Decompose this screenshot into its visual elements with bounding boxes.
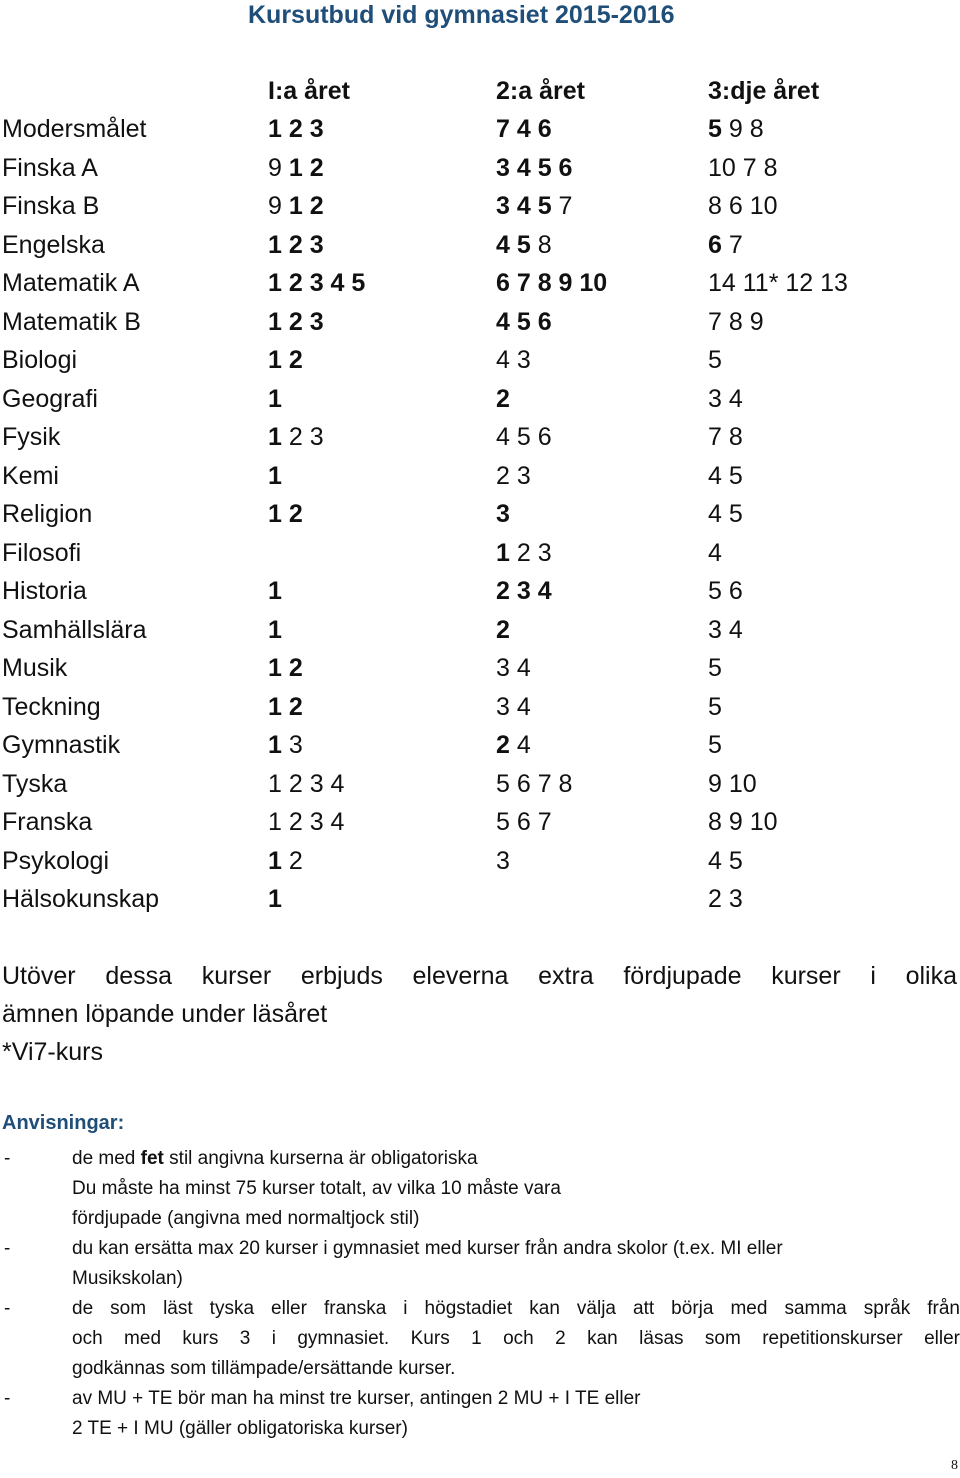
course-numbers-year2 [496, 575, 552, 607]
column-header-year2: 2:a året [496, 77, 585, 105]
dash-bullet: - [4, 1298, 11, 1319]
instruction-item [0, 1144, 960, 1234]
deepening-courses: 14 11* 12 13 [708, 269, 848, 297]
instruction-line: av MU + TE bör man ha minst tre kurser, antingen 2 MU + I TE eller [72, 1388, 641, 1409]
subject-name: Religion [2, 500, 93, 528]
instructions-heading: Anvisningar: [2, 1112, 125, 1134]
course-numbers-year3 [708, 883, 743, 915]
deepening-courses: 5 6 7 8 [496, 769, 573, 798]
instruction-line: du kan ersätta max 20 kurser i gymnasiet med kurser från andra skolor (t.ex. MI eller [72, 1238, 783, 1259]
course-numbers-year1 [268, 460, 282, 492]
deepening-courses: 1 2 3 4 [268, 808, 345, 836]
course-numbers-year1 [268, 806, 344, 838]
deepening-courses: 3 4 [708, 615, 743, 644]
course-numbers-year3 [708, 729, 722, 761]
dash-bullet: - [4, 1148, 11, 1169]
deepening-courses: 7 [551, 192, 573, 220]
course-numbers-year2 [496, 614, 510, 646]
course-numbers-year1 [268, 229, 324, 261]
course-numbers-year3 [708, 113, 764, 145]
mandatory-courses: 2 [496, 615, 510, 644]
deepening-courses: 1 2 3 4 [268, 769, 345, 798]
course-numbers-year2 [496, 267, 607, 299]
course-row [0, 691, 960, 730]
mandatory-courses: 1 2 [288, 192, 324, 220]
course-numbers-year1 [268, 729, 303, 761]
deepening-courses: 9 8 [721, 115, 764, 143]
deepening-courses: 4 [509, 731, 531, 759]
subject-name: Modersmålet [2, 115, 147, 143]
deepening-courses: 3 4 [708, 384, 743, 413]
mandatory-courses: 1 2 3 4 5 [268, 269, 366, 297]
note-line: Utöver dessa kurser erbjuds eleverna extra fördjupade kurser i olika [2, 962, 957, 990]
instruction-line: 2 TE + I MU (gäller obligatoriska kurser) [72, 1418, 408, 1439]
deepening-courses: 4 5 [708, 461, 743, 490]
deepening-courses: 7 [721, 230, 743, 259]
dash-bullet: - [4, 1388, 11, 1409]
page-title: Kursutbud vid gymnasiet 2015-2016 [248, 1, 675, 29]
course-row [0, 113, 960, 152]
instruction-line [72, 1144, 960, 1174]
course-numbers-year1 [268, 421, 324, 453]
course-numbers-year2 [496, 229, 552, 261]
course-row [0, 537, 960, 576]
course-row [0, 267, 960, 306]
mandatory-courses: 2 3 4 [496, 577, 552, 605]
course-row [0, 498, 960, 537]
subject-name: Geografi [2, 384, 98, 413]
mandatory-courses: 6 [708, 230, 722, 259]
instruction-bold-text: fet [140, 1148, 164, 1169]
note-line: ämnen löpande under läsåret [2, 1000, 328, 1028]
mandatory-courses: 3 4 5 [496, 192, 552, 220]
course-numbers-year3 [708, 421, 743, 453]
course-numbers-year2 [496, 537, 552, 569]
subject-name: Hälsokunskap [2, 885, 160, 913]
deepening-courses: 7 8 9 [708, 307, 764, 336]
course-numbers-year1 [268, 383, 282, 415]
instruction-line: godkännas som tillämpade/ersättande kurser. [72, 1358, 456, 1379]
mandatory-courses: 1 [268, 885, 282, 913]
subject-name: Gymnastik [2, 731, 121, 759]
subject-name: Samhällslära [2, 615, 147, 644]
deepening-courses: 5 [708, 654, 722, 682]
column-header-year3: 3:dje året [708, 77, 820, 105]
note-paragraph [2, 957, 957, 1071]
mandatory-courses: 1 [268, 846, 282, 875]
deepening-courses: 9 [268, 192, 289, 220]
course-numbers-year3 [708, 806, 778, 838]
course-numbers-year3 [708, 498, 743, 530]
course-numbers-year2 [496, 691, 531, 723]
mandatory-courses: 1 2 3 [268, 307, 324, 336]
course-row [0, 152, 960, 191]
course-numbers-year2 [496, 845, 510, 877]
mandatory-courses: 1 [268, 461, 282, 490]
deepening-courses: 5 [708, 692, 722, 721]
course-row [0, 729, 960, 768]
deepening-courses: 4 3 [496, 346, 531, 374]
course-numbers-year2 [496, 306, 552, 338]
course-numbers-year3 [708, 652, 722, 684]
mandatory-courses: 1 [268, 731, 282, 759]
course-row [0, 806, 960, 845]
course-row [0, 306, 960, 345]
course-numbers-year2 [496, 498, 510, 530]
column-header-year1: I:a året [268, 77, 350, 105]
deepening-courses: 2 [281, 846, 303, 875]
course-numbers-year3 [708, 768, 757, 800]
deepening-courses: 2 3 [708, 885, 743, 913]
course-row [0, 614, 960, 653]
course-numbers-year2 [496, 806, 552, 838]
course-numbers-year3 [708, 460, 743, 492]
mandatory-courses: 1 2 [268, 346, 303, 374]
deepening-courses: 4 [708, 538, 722, 567]
course-numbers-year3 [708, 845, 743, 877]
course-numbers-year1 [268, 691, 303, 723]
mandatory-courses: 4 5 [496, 230, 531, 259]
course-numbers-year1 [268, 652, 303, 684]
instruction-item [0, 1384, 960, 1444]
subject-name: Matematik A [2, 269, 140, 297]
dash-bullet: - [4, 1238, 11, 1259]
course-row [0, 575, 960, 614]
instructions-list [0, 1144, 960, 1444]
deepening-courses: 8 6 10 [708, 192, 778, 220]
deepening-courses: 5 6 7 [496, 808, 552, 836]
deepening-courses: 3 4 [496, 692, 531, 721]
mandatory-courses: 6 7 8 9 10 [496, 269, 608, 297]
course-numbers-year1 [268, 152, 324, 184]
course-row [0, 768, 960, 807]
deepening-courses: 3 [496, 846, 510, 875]
course-row [0, 190, 960, 229]
course-numbers-year2 [496, 652, 531, 684]
deepening-courses: 5 [708, 731, 722, 759]
instruction-line: fördjupade (angivna med normaltjock stil) [72, 1208, 420, 1229]
course-numbers-year2 [496, 190, 572, 222]
subject-name: Matematik B [2, 307, 141, 336]
subject-name: Filosofi [2, 538, 82, 567]
course-numbers-year3 [708, 267, 848, 299]
mandatory-courses: 1 2 3 [268, 115, 324, 143]
course-numbers-year3 [708, 614, 743, 646]
mandatory-courses: 3 4 5 6 [496, 153, 573, 182]
course-numbers-year3 [708, 575, 743, 607]
course-numbers-year3 [708, 229, 743, 261]
mandatory-courses: 5 [708, 115, 722, 143]
deepening-courses: 4 5 6 [496, 423, 552, 451]
mandatory-courses: 3 [496, 500, 510, 528]
course-numbers-year1 [268, 614, 282, 646]
mandatory-courses: 7 4 6 [496, 115, 552, 143]
subject-name: Historia [2, 577, 87, 605]
course-numbers-year1 [268, 190, 324, 222]
course-table [0, 113, 960, 922]
mandatory-courses: 1 [268, 615, 282, 644]
mandatory-courses: 1 2 [268, 500, 303, 528]
course-numbers-year3 [708, 537, 722, 569]
course-numbers-year2 [496, 344, 531, 376]
deepening-courses: 5 6 [708, 577, 743, 605]
deepening-courses: 10 7 8 [708, 153, 778, 182]
instruction-line: Musikskolan) [72, 1268, 183, 1289]
mandatory-courses: 4 5 6 [496, 307, 552, 336]
course-row [0, 460, 960, 499]
course-numbers-year1 [268, 306, 324, 338]
course-numbers-year2 [496, 383, 510, 415]
mandatory-courses: 1 [268, 577, 282, 605]
course-numbers-year3 [708, 383, 743, 415]
mandatory-courses: 1 2 [268, 654, 303, 682]
course-numbers-year1 [268, 498, 303, 530]
course-numbers-year2 [496, 768, 572, 800]
subject-name: Engelska [2, 230, 105, 259]
mandatory-courses: 1 2 3 [268, 230, 324, 259]
mandatory-courses: 2 [496, 731, 510, 759]
deepening-courses: 3 4 [496, 654, 531, 682]
subject-name: Psykologi [2, 846, 109, 875]
subject-name: Finska A [2, 153, 98, 182]
deepening-courses: 9 10 [708, 769, 757, 798]
deepening-courses: 8 9 10 [708, 808, 778, 836]
instruction-line: Du måste ha minst 75 kurser totalt, av vilka 10 måste vara [72, 1178, 561, 1199]
course-numbers-year3 [708, 344, 722, 376]
course-numbers-year1 [268, 768, 344, 800]
deepening-courses: 2 3 [509, 538, 552, 567]
course-row [0, 652, 960, 691]
course-numbers-year3 [708, 152, 778, 184]
note-line: *Vi7-kurs [2, 1038, 103, 1066]
page-number: 8 [951, 1458, 958, 1473]
mandatory-courses: 1 [268, 384, 282, 413]
course-row [0, 421, 960, 460]
course-numbers-year2 [496, 113, 552, 145]
subject-name: Teckning [2, 692, 101, 721]
course-row [0, 845, 960, 884]
mandatory-courses: 1 [496, 538, 510, 567]
subject-name: Kemi [2, 461, 59, 490]
subject-name: Franska [2, 808, 93, 836]
course-numbers-year3 [708, 691, 722, 723]
course-numbers-year2 [496, 421, 552, 453]
course-numbers-year1 [268, 344, 303, 376]
course-numbers-year3 [708, 190, 778, 222]
mandatory-courses: 1 2 [288, 153, 324, 182]
course-numbers-year1 [268, 575, 282, 607]
course-numbers-year2 [496, 152, 572, 184]
deepening-courses: 5 [708, 346, 722, 374]
subject-name: Fysik [2, 423, 61, 451]
instruction-line: och med kurs 3 i gymnasiet. Kurs 1 och 2 kan läsas som repetitionskurser eller [72, 1328, 960, 1349]
course-row [0, 883, 960, 922]
course-row [0, 344, 960, 383]
deepening-courses: 4 5 [708, 846, 743, 875]
subject-name: Musik [2, 654, 68, 682]
course-numbers-year1 [268, 113, 324, 145]
deepening-courses: 7 8 [708, 423, 743, 451]
course-row [0, 383, 960, 422]
subject-name: Finska B [2, 192, 100, 220]
subject-name: Biologi [2, 346, 78, 374]
mandatory-courses: 1 [268, 423, 282, 451]
course-numbers-year2 [496, 729, 531, 761]
deepening-courses: 8 [530, 230, 552, 259]
course-numbers-year1 [268, 883, 282, 915]
course-numbers-year1 [268, 267, 365, 299]
subject-name: Tyska [2, 769, 68, 798]
deepening-courses: 2 3 [496, 461, 531, 490]
deepening-courses: 3 [281, 731, 303, 759]
course-row [0, 229, 960, 268]
instruction-item [0, 1294, 960, 1384]
deepening-courses: 9 [268, 153, 289, 182]
deepening-courses: 2 3 [281, 423, 324, 451]
instruction-text: de med [72, 1148, 141, 1169]
course-numbers-year3 [708, 306, 764, 338]
deepening-courses: 4 5 [708, 500, 743, 528]
mandatory-courses: 2 [496, 384, 510, 413]
course-numbers-year1 [268, 845, 303, 877]
instruction-line: de som läst tyska eller franska i högstadiet kan välja att börja med samma språk från [72, 1298, 960, 1319]
instruction-item [0, 1234, 960, 1294]
mandatory-courses: 1 2 [268, 692, 303, 721]
instruction-text: stil angivna kurserna är obligatoriska [163, 1148, 478, 1169]
course-numbers-year2 [496, 460, 531, 492]
